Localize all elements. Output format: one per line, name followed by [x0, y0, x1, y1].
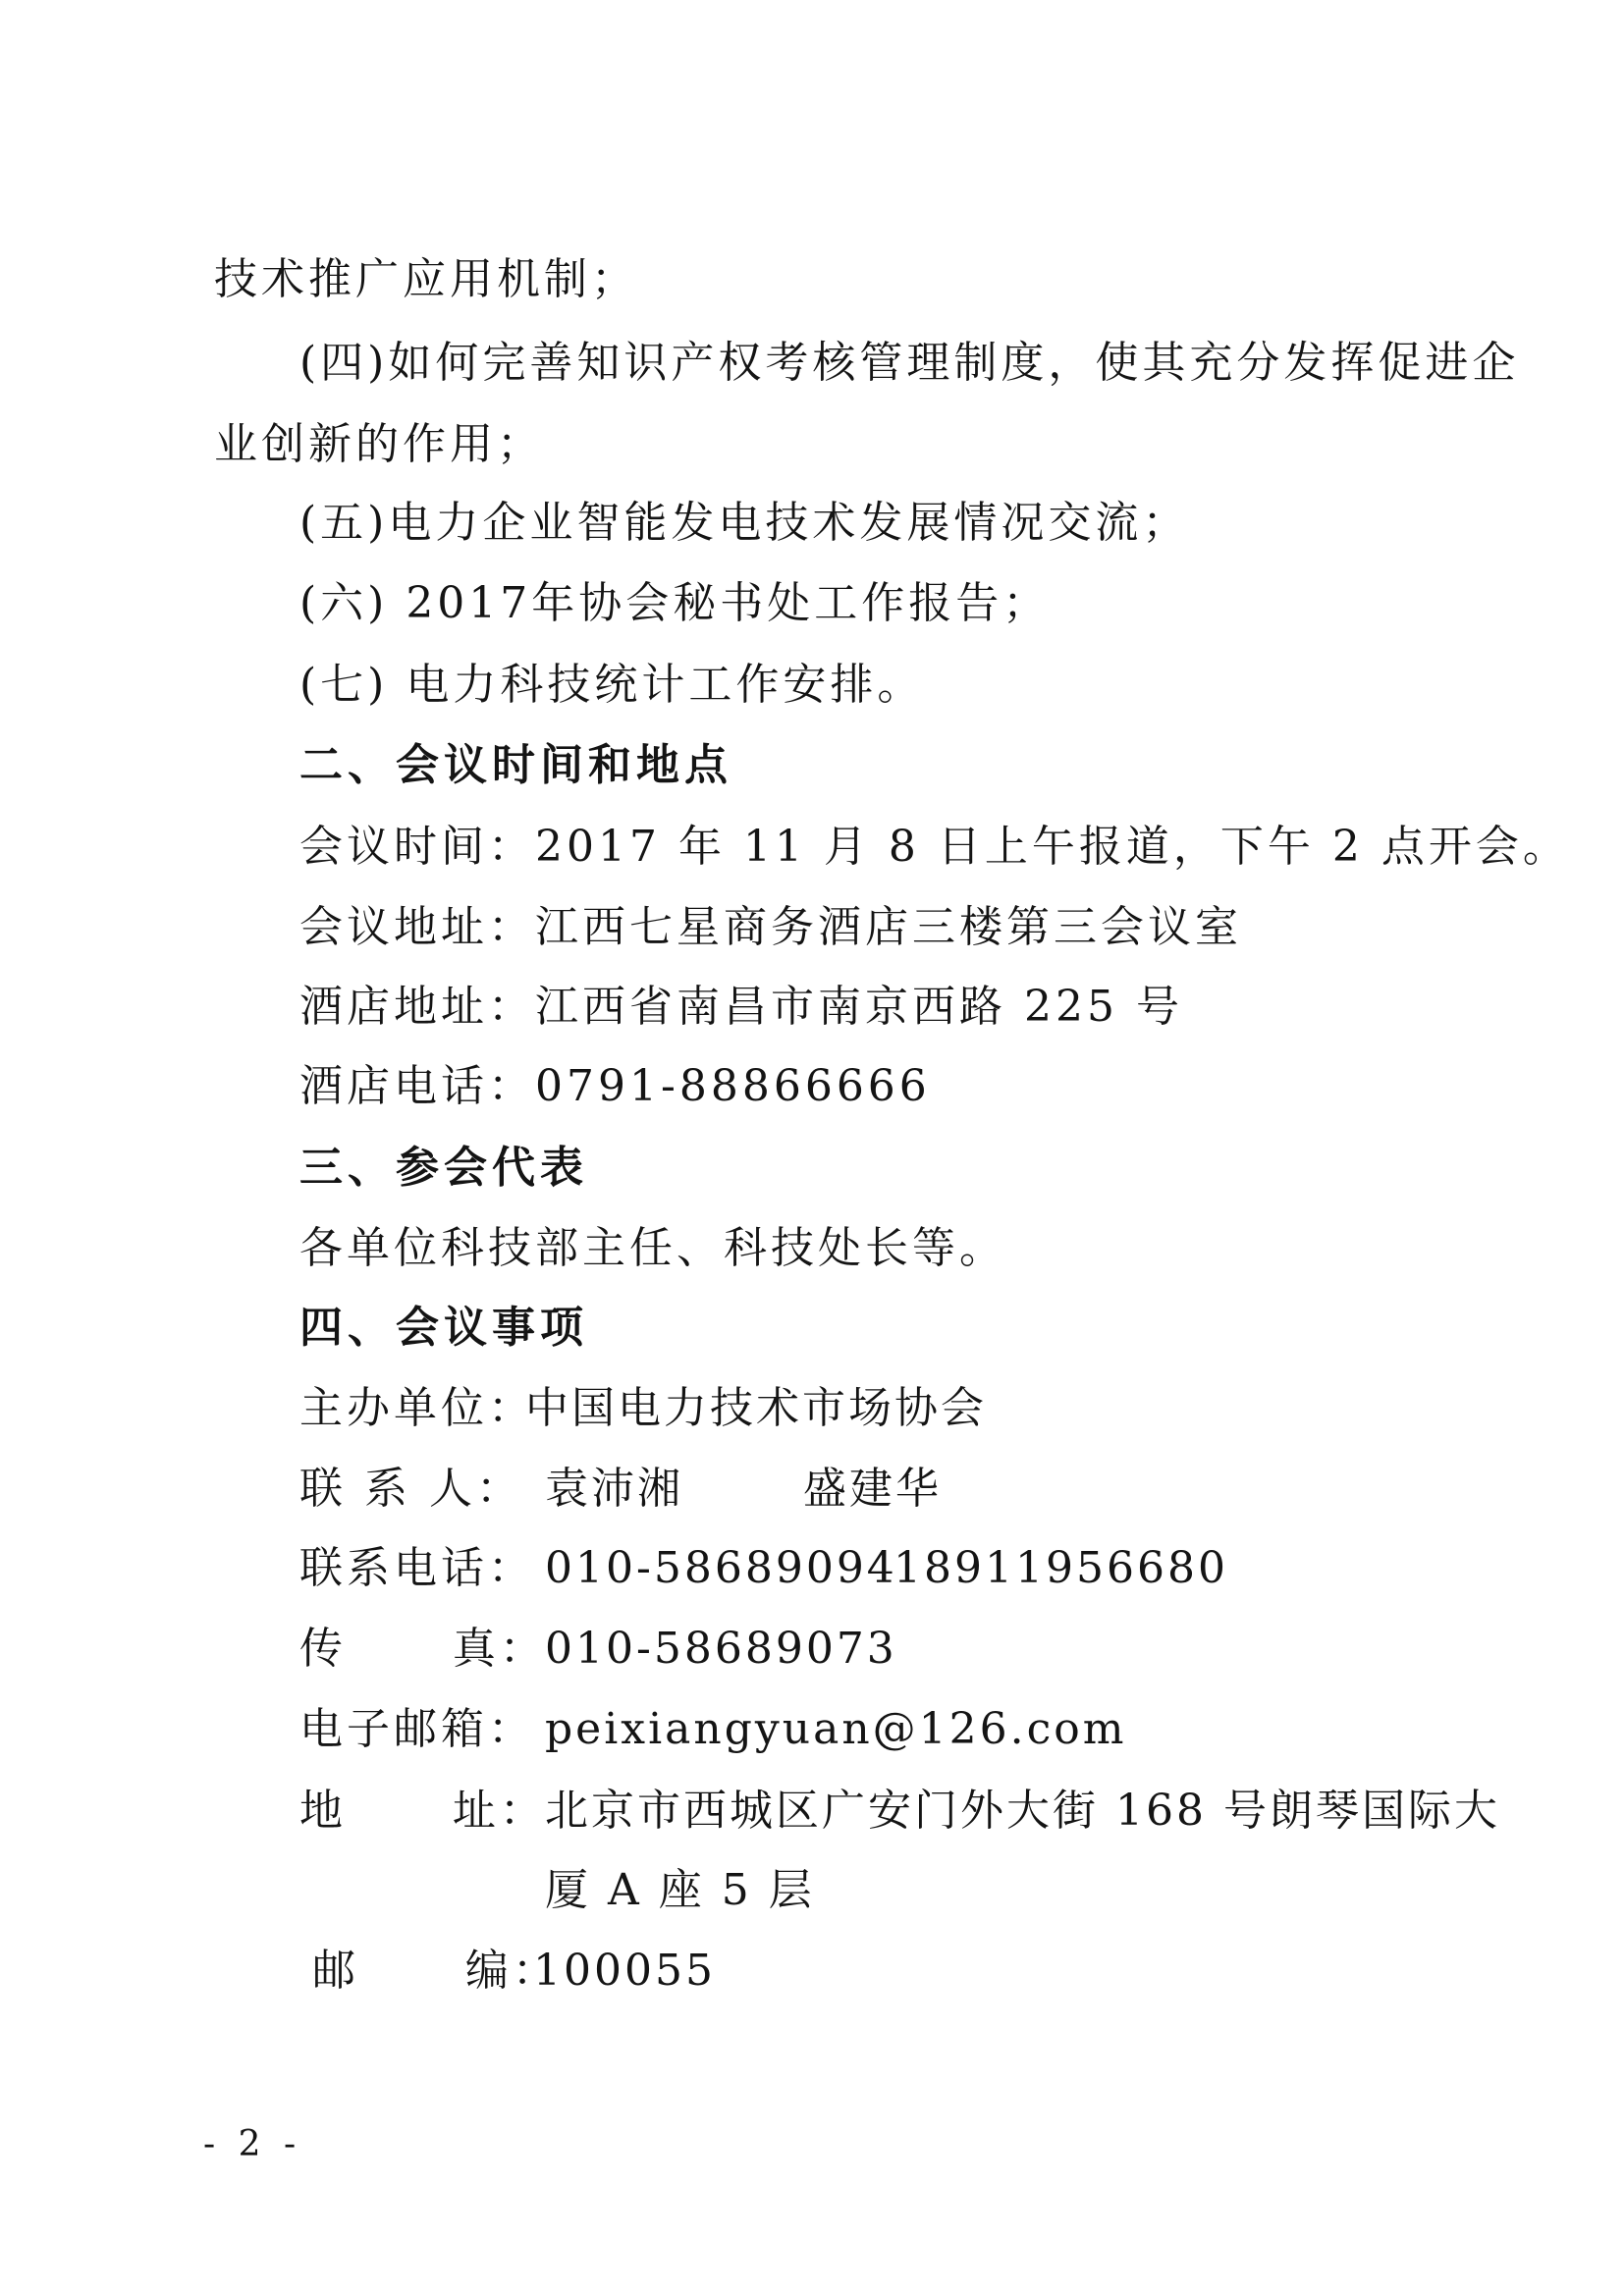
agenda-item6: (六) 2017年协会秘书处工作报告；: [299, 578, 1051, 628]
section-heading-matters: 四、会议事项: [299, 1303, 588, 1353]
contact-2: 盛建华: [803, 1464, 942, 1514]
phone-2: 18911956680: [893, 1543, 1228, 1593]
fax-label: 传 真：: [299, 1624, 547, 1674]
organizer-label: 主办单位：: [299, 1383, 535, 1433]
attendees-text: 各单位科技部主任、科技处长等。: [299, 1223, 1006, 1273]
agenda-item3-continuation: 技术推广应用机制；: [214, 254, 638, 304]
address-label: 地 址：: [299, 1786, 547, 1836]
contact-1: 袁沛湘: [545, 1464, 683, 1514]
page-number: - 2 -: [203, 2124, 302, 2164]
fax-value: 010-58689073: [545, 1624, 897, 1674]
hotel-phone: 酒店电话：0791-88866666: [299, 1061, 931, 1111]
email-value: peixiangyuan@126.com: [545, 1704, 1127, 1754]
section-heading-attendees: 三、参会代表: [299, 1143, 588, 1193]
meeting-venue: 会议地址：江西七星商务酒店三楼第三会议室: [299, 902, 1242, 952]
postcode-label: 邮 编：: [312, 1946, 560, 1996]
contacts-label: 联 系 人：: [299, 1464, 523, 1514]
phone-1: 010-58689094: [545, 1543, 897, 1593]
agenda-item7: (七) 电力科技统计工作安排。: [299, 660, 925, 710]
agenda-item4: (四)如何完善知识产权考核管理制度，使其充分发挥促进企: [299, 338, 1520, 388]
agenda-item4-continuation: 业创新的作用；: [214, 419, 544, 469]
organizer-value: 中国电力技术市场协会: [525, 1383, 987, 1433]
phone-label: 联系电话：: [299, 1543, 535, 1593]
postcode-value: 100055: [533, 1946, 716, 1996]
address-line-2: 厦 A 座 5 层: [545, 1865, 815, 1915]
hotel-address: 酒店地址：江西省南昌市南京西路 225 号: [299, 982, 1183, 1032]
address-line-1: 北京市西城区广安门外大街 168 号朗琴国际大: [545, 1786, 1500, 1836]
meeting-time: 会议时间：2017 年 11 月 8 日上午报道，下午 2 点开会。: [299, 822, 1570, 872]
agenda-item5: (五)电力企业智能发电技术发展情况交流；: [299, 498, 1190, 548]
email-label: 电子邮箱：: [299, 1704, 535, 1754]
section-heading-time-place: 二、会议时间和地点: [299, 740, 732, 790]
